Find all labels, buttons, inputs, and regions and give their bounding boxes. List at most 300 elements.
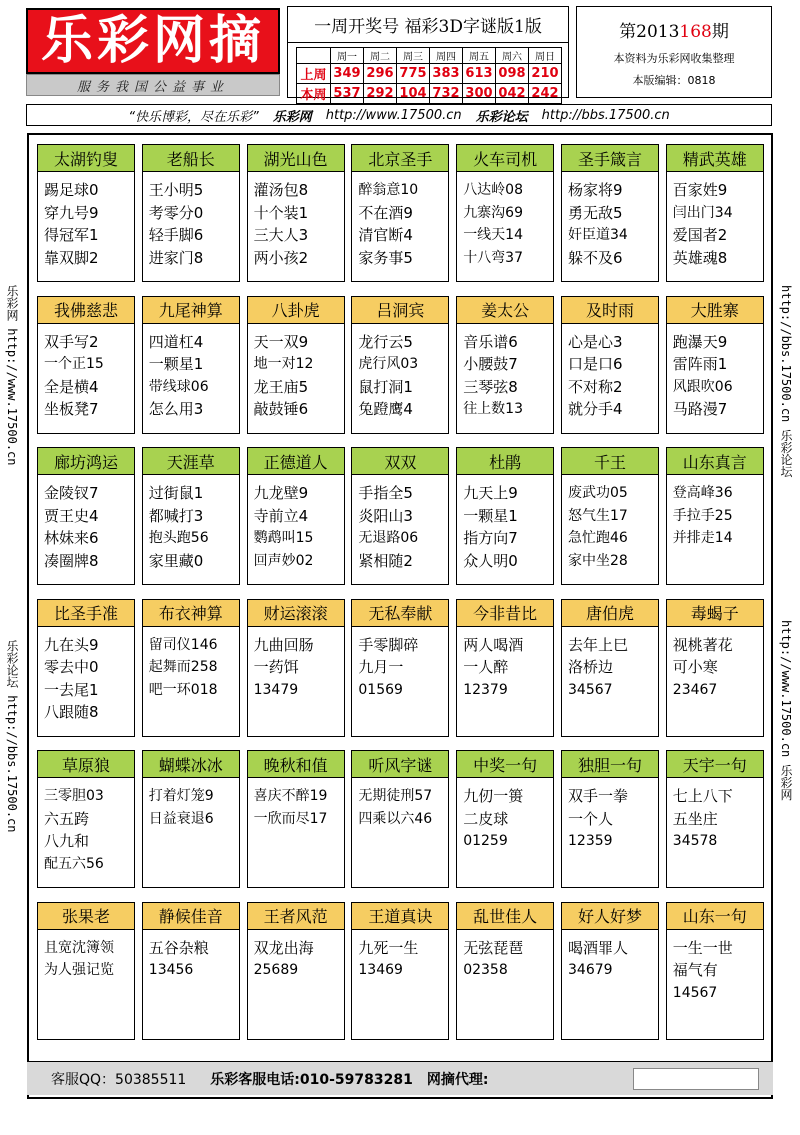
issue-title: 一周开奖号 福彩3D字谜版1版	[288, 7, 568, 43]
card-line: 奸臣道34	[568, 227, 628, 243]
card-title: 独胆一句	[562, 751, 658, 778]
card-line: 都喊打3	[148, 506, 204, 525]
card-line: 全是横4	[44, 377, 99, 396]
side-text-left-top: 乐彩网 http://www.17500.cn	[5, 285, 19, 466]
card-body	[568, 785, 656, 853]
card-line: 九曲回肠	[253, 635, 314, 654]
card-line: 洛桥边	[568, 658, 614, 676]
card-title: 八卦虎	[248, 297, 344, 324]
card-title: 山东一句	[667, 903, 763, 930]
card-line: 六五跨	[44, 809, 90, 828]
card-line: 炎阳山3	[358, 506, 413, 525]
riddle-card	[351, 144, 449, 282]
card-line: 02358	[463, 962, 508, 978]
riddle-card	[37, 902, 135, 1040]
riddle-grid	[27, 133, 773, 1099]
card-line: 起舞而258	[148, 659, 218, 675]
draw-number: 732	[430, 84, 463, 104]
card-body	[463, 937, 551, 982]
card-body	[44, 785, 132, 875]
slogan: 服务我国公益事业	[76, 79, 229, 95]
card-line: 心是心3	[568, 332, 623, 351]
day-cell: 周六	[496, 48, 529, 64]
card-line: 跑瀑天9	[672, 332, 728, 351]
card-line: 八九和	[44, 832, 90, 850]
draw-number: 300	[463, 84, 496, 104]
card-title: 王道真诀	[352, 903, 448, 930]
site-url-link[interactable]: http://www.17500.cn	[325, 107, 462, 123]
card-body	[149, 331, 237, 421]
draw-number: 613	[463, 64, 496, 84]
card-body	[673, 482, 761, 550]
card-body	[673, 331, 761, 421]
riddle-card	[561, 296, 659, 434]
card-line: 十个装1	[253, 203, 309, 222]
draw-number: 296	[364, 64, 397, 84]
card-line: 家务事5	[358, 248, 413, 267]
card-line: 打着灯笼9	[148, 788, 214, 804]
card-line: 带线球06	[148, 378, 209, 395]
card-line: 凑圈牌8	[44, 551, 99, 570]
card-title: 太湖钓叟	[38, 145, 134, 172]
riddle-card	[142, 144, 240, 282]
riddle-card	[666, 296, 764, 434]
riddle-card	[247, 902, 345, 1040]
card-line: 指方向7	[463, 529, 518, 547]
card-line: 地一对12	[253, 356, 314, 372]
card-line: 13456	[148, 962, 194, 978]
riddle-card	[247, 296, 345, 434]
draw-table	[296, 47, 562, 104]
card-line: 34578	[672, 833, 718, 849]
card-line: 九月一	[358, 658, 404, 676]
card-body	[254, 937, 342, 982]
card-title: 无私奉献	[352, 600, 448, 627]
card-line: 一个人	[568, 809, 614, 828]
card-title: 火车司机	[457, 145, 553, 172]
card-body	[358, 331, 446, 421]
riddle-card	[37, 447, 135, 585]
card-line: 家中坐28	[568, 552, 628, 569]
riddle-card	[142, 599, 240, 737]
riddle-card	[247, 144, 345, 282]
card-title: 大胜寨	[667, 297, 763, 324]
card-title: 比圣手准	[38, 600, 134, 627]
card-title: 唐伯虎	[562, 600, 658, 627]
day-cell: 周日	[529, 48, 562, 64]
card-line: 01259	[463, 833, 508, 849]
card-line: 一药饵	[253, 658, 299, 676]
card-body	[673, 785, 761, 853]
card-line: 八跟随8	[44, 703, 99, 721]
card-title: 天宇一句	[667, 751, 763, 778]
card-body	[254, 785, 342, 830]
riddle-card	[666, 750, 764, 888]
card-body	[463, 482, 551, 572]
card-title: 静候佳音	[143, 903, 239, 930]
card-body	[673, 179, 761, 269]
card-line: 13479	[253, 681, 299, 698]
card-line: 闫出门34	[672, 204, 733, 221]
forum-url-link[interactable]: http://bbs.17500.cn	[541, 107, 670, 123]
riddle-card	[666, 902, 764, 1040]
card-line: 林妹来6	[44, 529, 99, 547]
card-line: 轻手脚6	[148, 226, 204, 244]
card-line: 两小孩2	[253, 248, 309, 267]
card-title: 今非昔比	[457, 600, 553, 627]
card-line: 雷阵雨1	[672, 355, 728, 373]
card-line: 小腰鼓7	[463, 355, 518, 373]
card-body	[673, 937, 761, 1005]
draw-number: 349	[331, 64, 364, 84]
card-body	[568, 482, 656, 572]
card-body	[568, 331, 656, 421]
card-line: 不在酒9	[358, 203, 413, 222]
slogan-bar	[26, 74, 280, 96]
card-line: 零去中0	[44, 658, 99, 676]
card-title: 北京圣手	[352, 145, 448, 172]
card-line: 勇无敌5	[568, 203, 623, 222]
card-line: 一颗星1	[148, 355, 204, 373]
card-line: 不对称2	[568, 377, 623, 396]
card-title: 草原狼	[38, 751, 134, 778]
card-line: 得冠军1	[44, 226, 99, 244]
card-line: 13469	[358, 962, 403, 978]
card-title: 我佛慈悲	[38, 297, 134, 324]
card-line: 过街鼠1	[148, 484, 204, 502]
card-line: 口是口6	[568, 355, 623, 373]
card-line: 留司仪146	[148, 636, 218, 653]
card-body	[149, 937, 237, 982]
card-line: 寺前立4	[253, 506, 309, 525]
card-body	[254, 179, 342, 269]
side-text-left-bottom: 乐彩论坛 http://bbs.17500.cn	[5, 640, 19, 833]
card-line: 五坐庄	[672, 809, 718, 828]
card-line: 怒气生17	[568, 507, 628, 524]
card-line: 喝酒罪人	[568, 938, 629, 957]
card-line: 龙王庙5	[253, 377, 309, 396]
card-line: 九龙壁9	[253, 484, 309, 502]
card-title: 老船长	[143, 145, 239, 172]
card-title: 姜太公	[457, 297, 553, 324]
card-line: 一个正15	[44, 356, 104, 372]
riddle-card	[351, 296, 449, 434]
riddle-card	[37, 296, 135, 434]
card-line: 家里藏0	[148, 551, 204, 570]
card-body	[463, 785, 551, 853]
card-line: 怎么用3	[148, 400, 204, 418]
phone-service: 乐彩客服电话:010-59783281	[210, 1071, 413, 1088]
card-line: 12379	[463, 681, 508, 698]
draw-number: 098	[496, 64, 529, 84]
riddle-card	[351, 750, 449, 888]
card-line: 抱头跑56	[148, 530, 209, 546]
card-title: 王者风范	[248, 903, 344, 930]
card-title: 听风字谜	[352, 751, 448, 778]
card-body	[44, 937, 132, 982]
riddle-card	[351, 599, 449, 737]
card-line: 去年上巳	[568, 635, 629, 654]
card-line: 二皮球	[463, 809, 509, 828]
weekly-draw-box	[287, 6, 569, 103]
card-line: 可小寒	[672, 658, 718, 676]
card-title: 毒蝎子	[667, 600, 763, 627]
card-line: 配五六56	[44, 855, 104, 872]
card-line: 废武功05	[568, 485, 628, 501]
riddle-card	[456, 144, 554, 282]
day-cell: 周四	[430, 48, 463, 64]
card-body	[463, 634, 551, 702]
card-body	[44, 331, 132, 421]
riddle-card	[666, 599, 764, 737]
day-cell: 周五	[463, 48, 496, 64]
card-title: 千王	[562, 448, 658, 475]
riddle-card	[666, 144, 764, 282]
card-body	[149, 482, 237, 572]
card-title: 财运滚滚	[248, 600, 344, 627]
card-line: 急忙跑46	[568, 530, 628, 546]
card-body	[44, 179, 132, 269]
card-title: 吕洞宾	[352, 297, 448, 324]
riddle-card	[561, 750, 659, 888]
card-line: 杨家将9	[568, 181, 623, 199]
card-line: 福气有	[672, 961, 718, 979]
card-line: 为人强记览	[44, 962, 114, 978]
card-line: 考零分0	[148, 203, 204, 222]
card-line: 十八弯37	[463, 249, 524, 266]
card-line: 三大人3	[253, 226, 309, 244]
card-title: 双双	[352, 448, 448, 475]
riddle-card	[247, 447, 345, 585]
card-body	[358, 482, 446, 572]
card-line: 龙行云5	[358, 332, 413, 351]
card-line: 英雄魂8	[672, 248, 728, 267]
card-title: 中奖一句	[457, 751, 553, 778]
card-line: 34679	[568, 962, 613, 978]
motto-quote: “快乐博彩，尽在乐彩”	[128, 109, 259, 125]
riddle-card	[561, 902, 659, 1040]
card-body	[149, 634, 237, 702]
card-body	[358, 937, 446, 982]
card-line: 马路漫7	[672, 400, 728, 418]
card-line: 爱国者2	[672, 226, 728, 244]
card-line: 百家姓9	[672, 181, 728, 199]
card-body	[44, 634, 132, 724]
card-body	[358, 785, 446, 830]
card-line: 躲不及6	[568, 248, 623, 267]
card-line: 日益衰退6	[148, 810, 214, 827]
card-line: 风跟吹06	[672, 378, 733, 395]
card-body	[149, 785, 237, 830]
card-line: 无弦琵琶	[463, 938, 524, 957]
card-line: 双手一拳	[568, 787, 629, 805]
riddle-card	[142, 750, 240, 888]
card-line: 34567	[568, 681, 613, 698]
riddle-card	[456, 296, 554, 434]
riddle-card	[142, 296, 240, 434]
card-title: 精武英雄	[667, 145, 763, 172]
card-line: 吧一环018	[148, 681, 218, 698]
card-line: 一生一世	[672, 938, 733, 957]
card-title: 正德道人	[248, 448, 344, 475]
footer	[27, 1061, 773, 1095]
card-line: 三琴弦8	[463, 377, 518, 396]
card-body	[568, 179, 656, 269]
riddle-card	[247, 750, 345, 888]
card-line: 三零胆03	[44, 788, 104, 804]
card-line: 七上八下	[672, 787, 733, 805]
card-line: 25689	[253, 962, 299, 978]
riddle-card	[456, 902, 554, 1040]
day-cell: 周一	[331, 48, 364, 64]
card-line: 鼠打洞1	[358, 377, 413, 396]
card-title: 好人好梦	[562, 903, 658, 930]
card-line: 登高峰36	[672, 485, 733, 501]
qq-service: 客服QQ：50385511	[51, 1071, 187, 1088]
riddle-card	[142, 902, 240, 1040]
card-line: 四道杠4	[148, 332, 204, 351]
card-line: 音乐谱6	[463, 332, 518, 351]
card-line: 就分手4	[568, 400, 623, 418]
card-line: 手指全5	[358, 484, 413, 502]
card-line: 九仞一篑	[463, 787, 524, 805]
card-line: 两人喝酒	[463, 635, 524, 654]
card-line: 无退路06	[358, 530, 419, 546]
riddle-card	[561, 144, 659, 282]
card-line: 灌汤包8	[253, 181, 309, 199]
card-line: 众人明0	[463, 551, 518, 570]
card-line: 九死一生	[358, 938, 419, 957]
card-title: 乱世佳人	[457, 903, 553, 930]
card-body	[358, 634, 446, 702]
card-line: 敲鼓锤6	[253, 400, 309, 418]
draw-table-days	[297, 48, 562, 64]
card-title: 布衣神算	[143, 600, 239, 627]
card-body	[254, 331, 342, 421]
card-line: 23467	[672, 681, 718, 698]
riddle-card	[561, 447, 659, 585]
editor-note: 本版编辑：0818	[632, 74, 716, 87]
card-body	[463, 179, 551, 269]
riddle-card	[37, 750, 135, 888]
card-line: 兔蹬鹰4	[358, 400, 413, 418]
riddle-card	[351, 447, 449, 585]
card-line: 手拉手25	[672, 507, 733, 524]
card-line: 12359	[568, 833, 613, 849]
card-line: 视桃著花	[672, 635, 733, 654]
day-cell: 周三	[397, 48, 430, 64]
agent-label: 网摘代理:	[426, 1071, 489, 1088]
riddle-card	[666, 447, 764, 585]
site-name: 乐彩网	[272, 109, 312, 125]
card-body	[568, 634, 656, 702]
card-line: 一颗星1	[463, 506, 518, 525]
card-line: 贾王史4	[44, 506, 99, 525]
draw-number: 537	[331, 84, 364, 104]
riddle-card	[247, 599, 345, 737]
riddle-card	[37, 144, 135, 282]
card-title: 山东真言	[667, 448, 763, 475]
draw-table-last-week	[297, 64, 562, 84]
card-line: 九天上9	[463, 484, 518, 502]
draw-number: 104	[397, 84, 430, 104]
last-week-label: 上周	[297, 64, 331, 84]
motto-bar	[26, 104, 772, 126]
card-line: 清官断4	[358, 226, 413, 244]
card-body	[149, 179, 237, 269]
card-body	[254, 634, 342, 702]
card-body	[358, 179, 446, 269]
card-title: 及时雨	[562, 297, 658, 324]
riddle-card	[142, 447, 240, 585]
riddle-card	[456, 750, 554, 888]
card-line: 双龙出海	[253, 938, 314, 957]
card-title: 圣手箴言	[562, 145, 658, 172]
card-line: 坐板凳7	[44, 400, 99, 418]
card-line: 八达岭08	[463, 182, 524, 198]
riddle-card	[351, 902, 449, 1040]
card-line: 喜庆不醉19	[253, 788, 328, 804]
draw-table-this-week	[297, 84, 562, 104]
card-title: 湖光山色	[248, 145, 344, 172]
card-line: 踢足球0	[44, 181, 99, 199]
card-line: 01569	[358, 681, 403, 698]
card-title: 天涯草	[143, 448, 239, 475]
card-line: 四乘以六46	[358, 810, 433, 827]
card-line: 且宽沈簿领	[44, 939, 114, 956]
riddle-card	[561, 599, 659, 737]
logo-text: 乐彩网摘	[40, 11, 265, 71]
agent-box	[633, 1068, 759, 1090]
day-cell: 周二	[364, 48, 397, 64]
card-line: 一线天14	[463, 227, 524, 243]
logo	[26, 8, 280, 74]
draw-number: 210	[529, 64, 562, 84]
card-title: 杜鹃	[457, 448, 553, 475]
card-line: 并排走14	[672, 530, 733, 546]
card-line: 一去尾1	[44, 680, 99, 699]
side-text-right-bottom: http://www.17500.cn 乐彩网	[779, 620, 793, 801]
draw-number: 292	[364, 84, 397, 104]
period-title: 第2013168期	[619, 22, 729, 42]
period-box	[576, 6, 772, 98]
card-line: 王小明5	[148, 181, 204, 199]
card-title: 蝴蝶冰冰	[143, 751, 239, 778]
card-line: 九寨沟69	[463, 204, 524, 221]
card-line: 鹦鹉叫15	[253, 530, 314, 546]
card-title: 九尾神算	[143, 297, 239, 324]
card-line: 一人醉	[463, 658, 509, 676]
riddle-card	[456, 599, 554, 737]
draw-number: 242	[529, 84, 562, 104]
card-line: 手零脚碎	[358, 635, 419, 654]
card-body	[254, 482, 342, 572]
forum-name: 乐彩论坛	[475, 109, 528, 125]
card-line: 一欣而尽17	[253, 810, 328, 827]
riddle-card	[37, 599, 135, 737]
draw-number: 042	[496, 84, 529, 104]
card-line: 紧相随2	[358, 551, 413, 570]
card-body	[568, 937, 656, 982]
card-body	[44, 482, 132, 572]
collect-note: 本资料为乐彩网收集整理	[613, 52, 735, 65]
this-week-label: 本周	[297, 84, 331, 104]
draw-number: 383	[430, 64, 463, 84]
riddle-card	[456, 447, 554, 585]
card-line: 虎行风03	[358, 356, 419, 372]
card-title: 晚秋和值	[248, 751, 344, 778]
card-line: 天一双9	[253, 332, 309, 351]
